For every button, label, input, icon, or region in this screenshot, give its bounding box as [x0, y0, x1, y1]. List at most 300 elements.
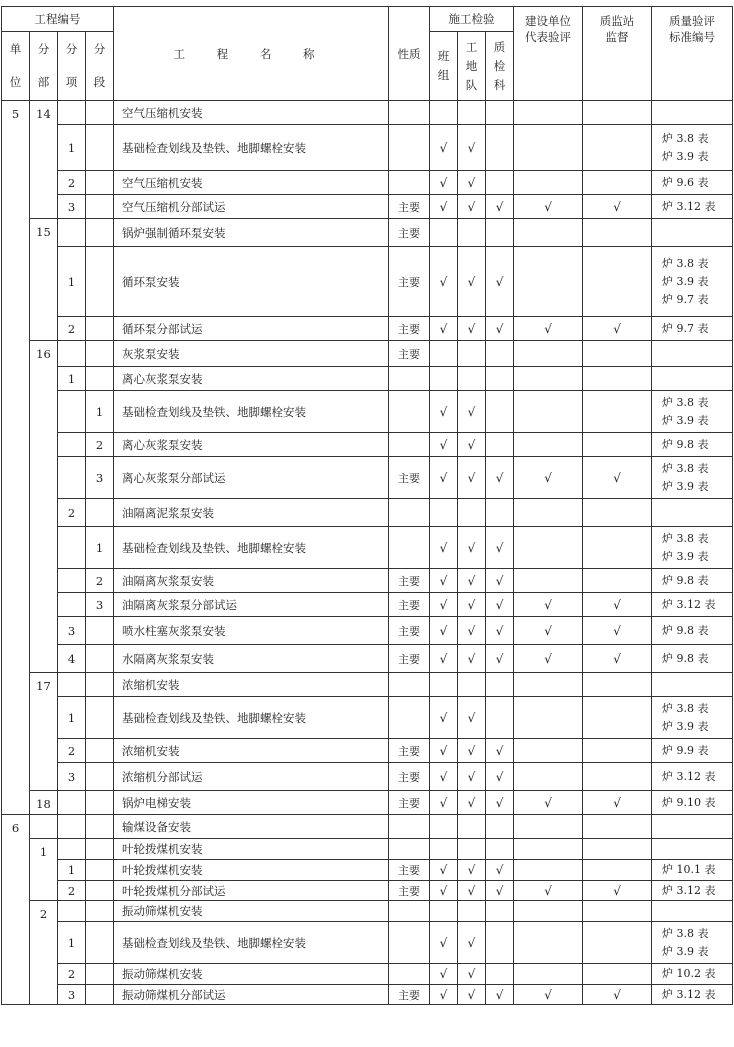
section-cell	[86, 645, 114, 673]
team-check-cell: √	[430, 391, 458, 433]
qc-check-cell	[486, 391, 514, 433]
standard-cell	[652, 219, 733, 247]
header-supervision: 质监站 监督	[583, 7, 652, 101]
site-team-check-cell: √	[458, 171, 486, 195]
standard-code: 炉 3.12 表	[662, 597, 716, 611]
standard-code: 炉 3.8 表	[662, 395, 709, 409]
qc-check-cell	[486, 839, 514, 860]
project-name-cell: 叶轮拨煤机分部试运	[114, 881, 389, 901]
section-cell	[86, 125, 114, 171]
nature-cell: 主要	[389, 195, 430, 219]
nature-cell: 主要	[389, 457, 430, 499]
standard-cell	[652, 791, 733, 815]
supervision-check-cell: √	[583, 985, 652, 1005]
standard-code: 炉 3.8 表	[662, 256, 709, 270]
standard-cell	[652, 195, 733, 219]
project-name-cell: 浓缩机安装	[114, 673, 389, 697]
project-name-cell: 灰浆泵安装	[114, 341, 389, 367]
owner-rep-check-cell	[514, 860, 583, 881]
section-cell: 2	[86, 569, 114, 593]
header-team: 班组	[430, 32, 458, 101]
qc-check-cell: √	[486, 645, 514, 673]
team-check-cell	[430, 101, 458, 125]
standard-code: 炉 9.8 表	[662, 573, 709, 587]
standard-cell	[652, 673, 733, 697]
item-cell	[58, 593, 86, 617]
section-cell: 3	[86, 457, 114, 499]
owner-rep-check-cell	[514, 763, 583, 791]
standard-code: 炉 3.9 表	[662, 274, 709, 288]
supervision-check-cell	[583, 673, 652, 697]
project-name-cell: 叶轮拨煤机安装	[114, 860, 389, 881]
owner-rep-check-cell	[514, 499, 583, 527]
owner-rep-check-cell: √	[514, 195, 583, 219]
team-check-cell	[430, 499, 458, 527]
team-check-cell: √	[430, 317, 458, 341]
table-row	[2, 839, 733, 860]
project-name-cell: 振动筛煤机安装	[114, 901, 389, 922]
supervision-check-cell	[583, 219, 652, 247]
standard-cell	[652, 839, 733, 860]
owner-rep-check-cell	[514, 527, 583, 569]
qc-check-cell	[486, 367, 514, 391]
nature-cell: 主要	[389, 341, 430, 367]
standard-cell	[652, 569, 733, 593]
project-name-cell: 锅炉强制循环泵安装	[114, 219, 389, 247]
standard-cell	[652, 645, 733, 673]
section-cell	[86, 860, 114, 881]
table-row	[2, 645, 733, 673]
section-cell	[86, 839, 114, 860]
item-cell	[58, 433, 86, 457]
standard-code: 炉 9.8 表	[662, 437, 709, 451]
project-name-cell: 叶轮拨煤机安装	[114, 839, 389, 860]
nature-cell: 主要	[389, 317, 430, 341]
nature-cell	[389, 433, 430, 457]
table-row	[2, 964, 733, 985]
division-cell: 15	[30, 219, 58, 341]
nature-cell: 主要	[389, 569, 430, 593]
item-cell: 4	[58, 645, 86, 673]
team-check-cell: √	[430, 569, 458, 593]
project-name-cell: 水隔离灰浆泵安装	[114, 645, 389, 673]
site-team-check-cell	[458, 815, 486, 839]
header-item: 分 项	[58, 32, 86, 101]
header-site-team: 工 地 队	[458, 32, 486, 101]
site-team-check-cell: √	[458, 195, 486, 219]
item-cell	[58, 839, 86, 860]
item-cell: 1	[58, 367, 86, 391]
project-name-cell: 油隔离灰浆泵安装	[114, 569, 389, 593]
division-cell: 14	[30, 101, 58, 219]
standard-cell	[652, 247, 733, 317]
project-name-cell: 输煤设备安装	[114, 815, 389, 839]
table-row	[2, 391, 733, 433]
site-team-check-cell: √	[458, 985, 486, 1005]
team-check-cell: √	[430, 645, 458, 673]
owner-rep-check-cell	[514, 433, 583, 457]
standard-cell	[652, 617, 733, 645]
standard-cell	[652, 433, 733, 457]
qc-check-cell	[486, 901, 514, 922]
owner-rep-check-cell	[514, 922, 583, 964]
team-check-cell: √	[430, 964, 458, 985]
supervision-check-cell	[583, 391, 652, 433]
qc-check-cell	[486, 815, 514, 839]
standard-code: 炉 9.7 表	[662, 292, 709, 306]
standard-code: 炉 10.2 表	[662, 967, 716, 980]
standard-code: 炉 3.9 表	[662, 944, 709, 958]
header-project-name: 工 程 名 称	[114, 7, 389, 101]
site-team-check-cell: √	[458, 125, 486, 171]
supervision-check-cell: √	[583, 593, 652, 617]
supervision-check-cell	[583, 569, 652, 593]
item-cell	[58, 101, 86, 125]
table-row	[2, 569, 733, 593]
header-unit: 单 位	[2, 32, 30, 101]
section-cell	[86, 922, 114, 964]
team-check-cell: √	[430, 527, 458, 569]
nature-cell: 主要	[389, 645, 430, 673]
owner-rep-check-cell: √	[514, 881, 583, 901]
table-row	[2, 791, 733, 815]
site-team-check-cell: √	[458, 527, 486, 569]
header-division: 分 部	[30, 32, 58, 101]
project-name-cell: 空气压缩机安装	[114, 101, 389, 125]
unit-cell: 5	[2, 101, 30, 815]
section-cell: 1	[86, 391, 114, 433]
team-check-cell: √	[430, 697, 458, 739]
qc-check-cell: √	[486, 791, 514, 815]
project-name-cell: 离心灰浆泵分部试运	[114, 457, 389, 499]
table-row	[2, 247, 733, 317]
item-cell: 2	[58, 171, 86, 195]
standard-cell	[652, 881, 733, 901]
qc-check-cell: √	[486, 247, 514, 317]
supervision-check-cell	[583, 367, 652, 391]
standard-cell	[652, 901, 733, 922]
section-cell	[86, 985, 114, 1005]
nature-cell: 主要	[389, 593, 430, 617]
qc-check-cell	[486, 171, 514, 195]
supervision-check-cell	[583, 101, 652, 125]
item-cell	[58, 341, 86, 367]
nature-cell	[389, 901, 430, 922]
standard-code: 炉 3.8 表	[662, 131, 709, 145]
site-team-check-cell	[458, 673, 486, 697]
table-row	[2, 739, 733, 763]
standard-cell	[652, 101, 733, 125]
qc-check-cell: √	[486, 881, 514, 901]
supervision-check-cell	[583, 815, 652, 839]
item-cell	[58, 901, 86, 922]
project-name-cell: 空气压缩机分部试运	[114, 195, 389, 219]
qc-check-cell: √	[486, 593, 514, 617]
section-cell	[86, 763, 114, 791]
item-cell: 1	[58, 860, 86, 881]
site-team-check-cell: √	[458, 922, 486, 964]
item-cell: 1	[58, 697, 86, 739]
team-check-cell	[430, 673, 458, 697]
section-cell	[86, 367, 114, 391]
section-cell	[86, 317, 114, 341]
supervision-check-cell	[583, 763, 652, 791]
item-cell: 3	[58, 195, 86, 219]
owner-rep-check-cell	[514, 367, 583, 391]
team-check-cell: √	[430, 247, 458, 317]
standard-code: 炉 9.6 表	[662, 175, 709, 189]
owner-rep-check-cell: √	[514, 617, 583, 645]
site-team-check-cell: √	[458, 763, 486, 791]
standard-cell	[652, 815, 733, 839]
item-cell	[58, 815, 86, 839]
supervision-check-cell	[583, 739, 652, 763]
item-cell	[58, 791, 86, 815]
project-name-cell: 基础检查划线及垫铁、地脚螺栓安装	[114, 697, 389, 739]
standard-cell	[652, 499, 733, 527]
standard-code: 炉 9.10 表	[662, 795, 716, 809]
header-nature: 性质	[389, 7, 430, 101]
supervision-check-cell	[583, 697, 652, 739]
standard-cell	[652, 763, 733, 791]
section-cell	[86, 171, 114, 195]
supervision-check-cell	[583, 499, 652, 527]
division-cell: 1	[30, 839, 58, 901]
standard-code: 炉 3.8 表	[662, 531, 709, 545]
standard-code: 炉 10.1 表	[662, 863, 716, 876]
standard-cell	[652, 697, 733, 739]
project-name-cell: 循环泵分部试运	[114, 317, 389, 341]
project-name-cell: 离心灰浆泵安装	[114, 433, 389, 457]
section-cell	[86, 791, 114, 815]
item-cell	[58, 391, 86, 433]
project-name-cell: 基础检查划线及垫铁、地脚螺栓安装	[114, 391, 389, 433]
owner-rep-check-cell: √	[514, 791, 583, 815]
site-team-check-cell: √	[458, 433, 486, 457]
project-name-cell: 循环泵安装	[114, 247, 389, 317]
owner-rep-check-cell: √	[514, 593, 583, 617]
team-check-cell: √	[430, 985, 458, 1005]
standard-code: 炉 9.8 表	[662, 623, 709, 637]
nature-cell: 主要	[389, 739, 430, 763]
section-cell	[86, 101, 114, 125]
table-row	[2, 860, 733, 881]
site-team-check-cell: √	[458, 791, 486, 815]
section-cell: 2	[86, 433, 114, 457]
header-construction-check: 施工检验	[430, 7, 514, 32]
qc-check-cell	[486, 697, 514, 739]
site-team-check-cell	[458, 101, 486, 125]
table-row	[2, 881, 733, 901]
standard-code: 炉 3.9 表	[662, 479, 709, 493]
nature-cell	[389, 673, 430, 697]
supervision-check-cell: √	[583, 457, 652, 499]
qc-check-cell: √	[486, 569, 514, 593]
section-cell	[86, 739, 114, 763]
item-cell: 2	[58, 317, 86, 341]
standard-code: 炉 3.8 表	[662, 926, 709, 940]
qc-check-cell: √	[486, 195, 514, 219]
qc-check-cell: √	[486, 527, 514, 569]
division-cell	[30, 815, 58, 839]
table-row	[2, 125, 733, 171]
standard-cell	[652, 341, 733, 367]
site-team-check-cell: √	[458, 881, 486, 901]
supervision-check-cell	[583, 125, 652, 171]
item-cell	[58, 457, 86, 499]
project-name-cell: 基础检查划线及垫铁、地脚螺栓安装	[114, 125, 389, 171]
supervision-check-cell: √	[583, 881, 652, 901]
nature-cell	[389, 367, 430, 391]
nature-cell: 主要	[389, 617, 430, 645]
qc-check-cell	[486, 219, 514, 247]
item-cell	[58, 219, 86, 247]
supervision-check-cell: √	[583, 645, 652, 673]
table-row	[2, 617, 733, 645]
standard-cell	[652, 317, 733, 341]
nature-cell	[389, 697, 430, 739]
qc-check-cell	[486, 341, 514, 367]
table-row	[2, 697, 733, 739]
standard-cell	[652, 367, 733, 391]
table-row	[2, 171, 733, 195]
table-row	[2, 457, 733, 499]
qc-check-cell: √	[486, 617, 514, 645]
team-check-cell: √	[430, 433, 458, 457]
site-team-check-cell	[458, 499, 486, 527]
division-cell: 18	[30, 791, 58, 815]
table-row	[2, 341, 733, 367]
project-name-cell: 油隔离灰浆泵分部试运	[114, 593, 389, 617]
owner-rep-check-cell	[514, 739, 583, 763]
supervision-check-cell	[583, 964, 652, 985]
qc-check-cell: √	[486, 985, 514, 1005]
standard-code: 炉 3.8 表	[662, 461, 709, 475]
qc-check-cell: √	[486, 860, 514, 881]
project-name-cell: 浓缩机分部试运	[114, 763, 389, 791]
project-name-cell: 锅炉电梯安装	[114, 791, 389, 815]
site-team-check-cell	[458, 219, 486, 247]
qc-check-cell	[486, 125, 514, 171]
section-cell	[86, 195, 114, 219]
section-cell	[86, 964, 114, 985]
item-cell	[58, 673, 86, 697]
nature-cell	[389, 964, 430, 985]
item-cell	[58, 527, 86, 569]
supervision-check-cell	[583, 433, 652, 457]
project-name-cell: 振动筛煤机安装	[114, 964, 389, 985]
team-check-cell	[430, 219, 458, 247]
standard-cell	[652, 171, 733, 195]
header-owner-rep: 建设单位 代表验评	[514, 7, 583, 101]
supervision-check-cell: √	[583, 317, 652, 341]
team-check-cell: √	[430, 457, 458, 499]
team-check-cell: √	[430, 125, 458, 171]
site-team-check-cell: √	[458, 964, 486, 985]
supervision-check-cell: √	[583, 195, 652, 219]
supervision-check-cell: √	[583, 791, 652, 815]
owner-rep-check-cell	[514, 341, 583, 367]
standard-cell	[652, 125, 733, 171]
item-cell: 1	[58, 922, 86, 964]
site-team-check-cell: √	[458, 569, 486, 593]
nature-cell	[389, 171, 430, 195]
table-row	[2, 317, 733, 341]
nature-cell: 主要	[389, 881, 430, 901]
unit-cell: 6	[2, 815, 30, 1005]
team-check-cell: √	[430, 881, 458, 901]
standard-code: 炉 3.12 表	[662, 987, 716, 1001]
header-standard: 质量验评 标准编号	[652, 7, 733, 101]
site-team-check-cell	[458, 839, 486, 860]
team-check-cell	[430, 367, 458, 391]
supervision-check-cell	[583, 341, 652, 367]
item-cell: 3	[58, 985, 86, 1005]
qc-check-cell	[486, 964, 514, 985]
section-cell	[86, 219, 114, 247]
section-cell	[86, 901, 114, 922]
table-row	[2, 101, 733, 125]
supervision-check-cell	[583, 247, 652, 317]
site-team-check-cell	[458, 901, 486, 922]
owner-rep-check-cell	[514, 125, 583, 171]
table-row	[2, 527, 733, 569]
standard-code: 炉 3.12 表	[662, 883, 716, 897]
owner-rep-check-cell	[514, 219, 583, 247]
item-cell: 2	[58, 739, 86, 763]
standard-code: 炉 3.9 表	[662, 719, 709, 733]
standard-cell	[652, 922, 733, 964]
site-team-check-cell: √	[458, 860, 486, 881]
section-cell	[86, 881, 114, 901]
section-cell	[86, 697, 114, 739]
site-team-check-cell: √	[458, 317, 486, 341]
standard-code: 炉 3.9 表	[662, 149, 709, 163]
site-team-check-cell: √	[458, 247, 486, 317]
qc-check-cell	[486, 922, 514, 964]
owner-rep-check-cell	[514, 964, 583, 985]
section-cell: 3	[86, 593, 114, 617]
site-team-check-cell: √	[458, 457, 486, 499]
site-team-check-cell: √	[458, 739, 486, 763]
division-cell: 16	[30, 341, 58, 673]
team-check-cell	[430, 341, 458, 367]
standard-code: 炉 3.9 表	[662, 413, 709, 427]
nature-cell	[389, 527, 430, 569]
site-team-check-cell	[458, 367, 486, 391]
table-row	[2, 219, 733, 247]
team-check-cell: √	[430, 593, 458, 617]
team-check-cell: √	[430, 171, 458, 195]
owner-rep-check-cell	[514, 101, 583, 125]
team-check-cell	[430, 901, 458, 922]
owner-rep-check-cell	[514, 569, 583, 593]
table-row	[2, 433, 733, 457]
owner-rep-check-cell: √	[514, 645, 583, 673]
table-row	[2, 673, 733, 697]
owner-rep-check-cell: √	[514, 985, 583, 1005]
team-check-cell: √	[430, 617, 458, 645]
supervision-check-cell: √	[583, 617, 652, 645]
section-cell	[86, 673, 114, 697]
table-row	[2, 367, 733, 391]
owner-rep-check-cell: √	[514, 457, 583, 499]
header-qc-dept: 质 检 科	[486, 32, 514, 101]
owner-rep-check-cell	[514, 247, 583, 317]
site-team-check-cell: √	[458, 593, 486, 617]
item-cell: 3	[58, 763, 86, 791]
nature-cell	[389, 391, 430, 433]
